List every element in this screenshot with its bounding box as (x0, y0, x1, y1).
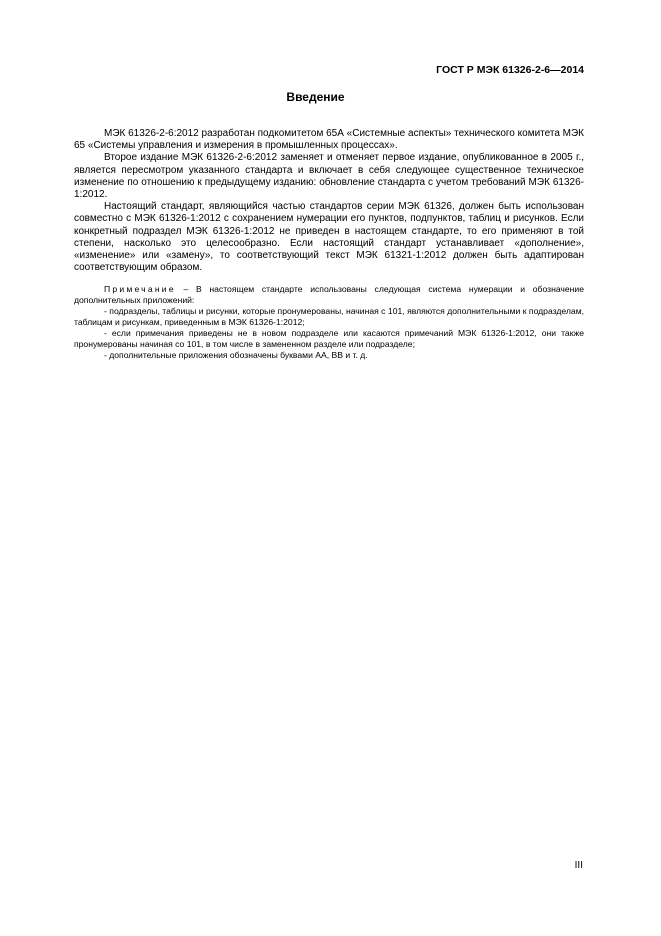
note-intro: – В настоящем стандарте использованы следующая система нумерации и обозначение дополнительных приложений: (74, 284, 584, 305)
note-label: Примечание (104, 284, 176, 294)
paragraph-3: Настоящий стандарт, являющийся частью стандартов серии МЭК 61326, должен быть использован совместно с МЭК 61326-1:2012 с сохранением нумерации его пунктов, подпунктов, таблиц и рисунков. Если конкретный подраздел МЭК 61326-1:2012 не приведен в настоящем стандарте, то его применяют в той степени, насколько это целесообразно. Если настоящий стандарт устанавливает «дополнение», «изменение» или «замену», то соответствующий текст МЭК 61321-1:2012 должен быть адаптирован соответствующим образом. (74, 201, 584, 274)
note-intro-paragraph (74, 284, 584, 306)
paragraph-2: Второе издание МЭК 61326-2-6:2012 заменяет и отменяет первое издание, опубликованное в 2005 г., является пересмотром указанного стандарта и включает в себя следующее существенное техническое изменение по отношению к предыдущему изданию: обновление стандарта с учетом требований МЭК 61326-1:2012. (74, 152, 584, 201)
page-number: III (574, 860, 583, 871)
section-title: Введение (286, 90, 345, 104)
standard-code-header: ГОСТ Р МЭК 61326-2-6—2014 (436, 64, 584, 76)
note-item-3: - дополнительные приложения обозначены буквами АА, ВВ и т. д. (104, 350, 368, 360)
paragraph-1: МЭК 61326-2-6:2012 разработан подкомитетом 65А «Системные аспекты» технического комитета МЭК 65 «Системы управления и измерения в промышленных процессах». (74, 128, 585, 152)
note-item-2: - если примечания приведены не в новом подразделе или касаются примечаний МЭК 61326-1:2012, они также пронумерованы начиная со 101, в том числе в замененном разделе или подразделе; (74, 328, 584, 349)
note-item-1: - подразделы, таблицы и рисунки, которые пронумерованы, начиная с 101, являются дополнительными к подразделам, таблицам и рисункам, приведенным в МЭК 61326-1:2012; (74, 306, 584, 327)
introduction-body (74, 128, 584, 274)
note-block (74, 284, 584, 361)
